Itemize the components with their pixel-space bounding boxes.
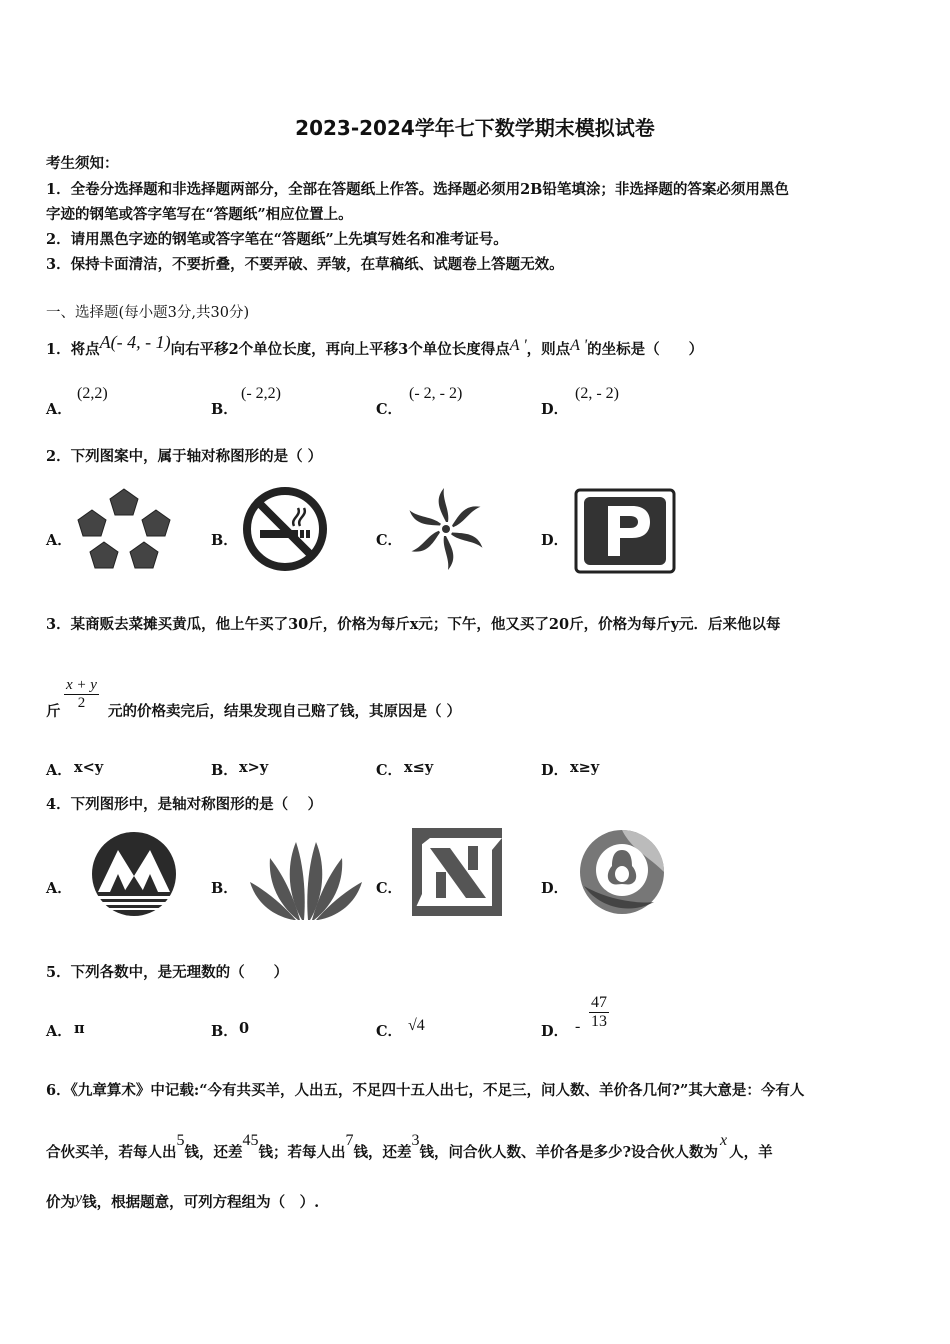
q1-option-c-value: (- 2, - 2) [409,385,463,402]
question-4-stem: 4．下列图形中，是轴对称图形的是（ ） [46,796,323,813]
q1-option-a-label[interactable]: A． [46,401,72,418]
question-1-stem: 1．将点A(- 4, - 1)向右平移2个单位长度，再向上平移3个单位长度得点A '，则点A '的坐标是（ ） [46,332,704,358]
q5-option-a-label[interactable]: A． [46,1023,72,1040]
notice-item-1-line-1: 1．全卷分选择题和非选择题两部分，全部在答题纸上作答。选择题必须用2B铅笔填涂；非选择题的答案必须用黑色 [46,181,789,198]
no-smoking-icon [240,486,330,572]
q1-option-d-label[interactable]: D． [541,401,569,418]
question-5-stem: 5．下列各数中，是无理数的（ ） [46,964,289,981]
q2-option-b-label[interactable]: B． [211,532,238,549]
q1-option-a-value: (2,2) [77,385,108,402]
pinwheel-icon [404,486,488,572]
notice-item-3: 3．保持卡面清洁，不要折叠，不要弄破、弄皱，在草稿纸、试题卷上答题无效。 [46,256,564,273]
q3-option-c-value: x≤y [404,759,434,776]
q1-option-b-value: (- 2,2) [241,385,281,402]
q5-option-c-label[interactable]: C． [376,1023,403,1040]
q3-option-a-label[interactable]: A． [46,762,72,779]
q3-option-c-label[interactable]: C． [376,762,403,779]
q5-fraction: $\frac{47}{13}$ [591,994,607,1030]
q3-option-b-value: x>y [239,759,269,776]
question-3-line-1: 3．某商贩去菜摊买黄瓜，他上午买了30斤，价格为每斤x元；下午，他又买了20斤，价格为每斤y元．后来他以每 [46,616,781,633]
q3-option-d-value: x≥y [570,759,600,776]
question-3-line-2: 斤 [46,703,61,720]
notice-heading: 考生须知： [46,155,119,172]
square-logo-icon [410,826,504,918]
q5-option-a-value: π [74,1020,85,1037]
question-6-line-1: 6．《九章算术》中记载:“今有共买羊，人出五，不足四十五人出七，不足三，问人数、羊价各几何?”其大意是：今有人 [46,1082,805,1099]
q2-option-c-label[interactable]: C． [376,532,403,549]
pentagon-ring-icon [76,486,172,576]
q1-option-b-label[interactable]: B． [211,401,238,418]
q5-option-b-label[interactable]: B． [211,1023,238,1040]
section-heading: 一、选择题(每小题3分,共30分) [46,305,250,321]
fan-logo-icon [248,836,364,922]
q1-option-c-label[interactable]: C． [376,401,403,418]
m-logo-icon [84,830,184,918]
penguin-logo-icon [578,826,666,918]
q5-option-b-value: 0 [239,1020,250,1037]
q5-option-d-label[interactable]: D． [541,1023,569,1040]
question-6-line-2: 合伙买羊，若每人出5钱，还差45钱；若每人出7钱，还差3钱，问合伙人数、羊价各是多少?设合伙人数为x人，羊 [46,1132,773,1161]
notice-item-1-line-2: 字迹的钢笔或答字笔写在“答题纸”相应位置上。 [46,206,353,223]
notice-item-2: 2．请用黑色字迹的钢笔或答字笔在“答题纸”上先填写姓名和准考证号。 [46,231,508,248]
q3-option-d-label[interactable]: D． [541,762,569,779]
q1-option-d-value: (2, - 2) [575,385,619,402]
q5-option-c-value: √4 [408,1017,425,1034]
q2-option-a-label[interactable]: A． [46,532,72,549]
page-title: 2023-2024学年七下数学期末模拟试卷 [295,116,655,140]
q4-option-c-label[interactable]: C． [376,880,403,897]
q4-option-b-label[interactable]: B． [211,880,238,897]
question-2-stem: 2．下列图案中，属于轴对称图形的是（ ） [46,448,323,465]
q3-fraction: $\frac{x + y}{2}$ [66,677,97,711]
q4-option-d-label[interactable]: D． [541,880,569,897]
question-3-line-2-rest: 元的价格卖完后，结果发现自己赔了钱，其原因是（ ） [108,703,462,720]
q5-option-d-value: - [575,1018,581,1035]
parking-sign-icon [574,488,676,574]
question-6-line-3: 价为y钱，根据题意，可列方程组为（ ）. [46,1190,320,1211]
q3-option-b-label[interactable]: B． [211,762,238,779]
point-a: A(- 4, - 1) [99,332,171,352]
q3-option-a-value: x<y [74,759,104,776]
q2-option-d-label[interactable]: D． [541,532,569,549]
q4-option-a-label[interactable]: A． [46,880,72,897]
